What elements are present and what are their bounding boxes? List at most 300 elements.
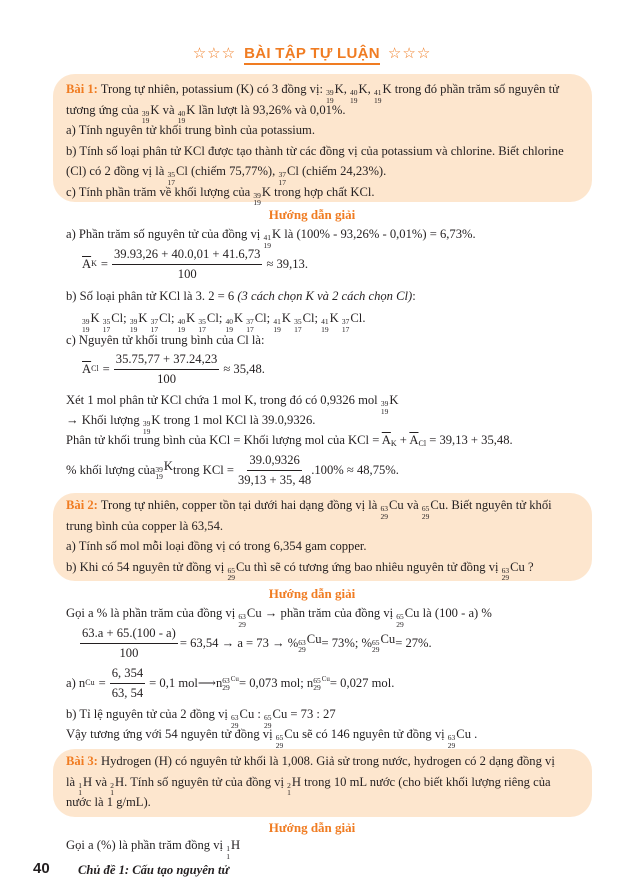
text: $\overline{A}$	[409, 433, 419, 447]
exercise-label: Bài 3:	[66, 754, 98, 768]
isotope-k39	[326, 83, 344, 104]
text: = 73 : 27	[287, 707, 336, 721]
mass-number: 63	[222, 675, 230, 685]
element-symbol: Cu	[306, 631, 322, 646]
mass-number: 41	[373, 88, 382, 97]
element-symbol: K	[389, 393, 399, 407]
element-symbol: Cl	[206, 311, 219, 325]
isotope-cu65	[313, 676, 330, 692]
result: ≈ 35,48.	[223, 362, 265, 376]
isotope-cl35	[167, 165, 187, 186]
element-symbol: Cu	[404, 606, 420, 620]
mass-number: 65	[264, 713, 272, 722]
isotope-cl37	[246, 312, 266, 333]
isotope-numbers	[326, 89, 334, 104]
element-symbol: Cl	[350, 311, 363, 325]
solution-line	[66, 725, 478, 750]
question-c: c) Tính phần trăm về khối lượng của	[66, 184, 254, 199]
isotope-numbers	[342, 318, 350, 333]
denominator: 39,13 + 35, 48	[237, 472, 312, 487]
mass-number: 1	[226, 844, 230, 853]
element-symbol: H	[230, 838, 241, 852]
element-symbol: K	[358, 82, 368, 96]
isotope-cl35	[198, 312, 218, 333]
mass-number: 39	[326, 88, 334, 97]
numerator: 39.0,9326	[247, 452, 301, 471]
atomic-number: 19	[373, 95, 382, 105]
formula-acl	[82, 350, 265, 388]
text: Trong tự nhiên, potassium (K) có 3 đồng vị:	[97, 82, 327, 96]
mass-number: 35	[294, 317, 302, 326]
isotope-numbers	[222, 677, 230, 692]
atomic-number: 17	[150, 324, 159, 334]
text: b) Tỉ lệ nguyên tử của 2 đồng vị	[66, 707, 232, 721]
isotope-k40	[178, 104, 196, 125]
element-symbol: K	[261, 184, 272, 199]
equals: =	[100, 257, 108, 271]
mass-number: 39	[142, 419, 151, 428]
solution-line	[66, 836, 241, 861]
text: Hydrogen (H) có nguyên tử khối là 1,008. Giả sử trong nước, hydrogen có 2 dạng đồng vị	[97, 754, 555, 768]
atomic-number: 17	[167, 177, 175, 187]
isotope-k40	[225, 312, 243, 333]
atomic-number: 29	[313, 683, 321, 692]
mass-number: 40	[350, 88, 358, 97]
numerator: 35.75,77 + 37.24,23	[114, 351, 220, 370]
result: ≈ 39,13.	[266, 257, 308, 271]
question-a: a) Tính nguyên tử khối trung bình của potassium.	[66, 123, 315, 137]
fraction	[80, 625, 178, 662]
solution-line	[66, 705, 336, 730]
atomic-number: 29	[298, 645, 306, 654]
isotope-numbers	[142, 110, 150, 125]
denominator: 100	[177, 266, 197, 281]
text: :	[254, 707, 265, 721]
element-symbol: K	[271, 227, 282, 241]
atomic-number: 19	[350, 95, 358, 105]
atomic-number: 19	[141, 116, 150, 125]
text: Trong tự nhiên, copper tồn tại dưới hai dạng đồng vị là	[97, 498, 381, 512]
text: trong KCl =	[173, 463, 234, 477]
isotope-cl35	[294, 312, 314, 333]
fraction	[238, 452, 311, 489]
isotope-cu65	[422, 499, 445, 520]
stars-right-icon: ☆☆☆	[387, 45, 432, 62]
mass-number: 65	[396, 612, 404, 621]
isotope-h2	[287, 776, 301, 797]
element-symbol: Cu	[272, 707, 288, 721]
exercise-label: Bài 2:	[66, 498, 98, 512]
atomic-number: 19	[326, 95, 334, 105]
formula-percent-mass	[66, 451, 399, 489]
text: và	[159, 102, 178, 117]
question-b: b) Tính số loại phân tử KCl được tạo thành từ các đồng vị của potassium và chlorine. Biết chlorine	[66, 143, 564, 158]
exercise-2	[66, 496, 586, 582]
isotope-k39	[142, 104, 160, 125]
text: ;	[171, 311, 175, 325]
result: .100% ≈ 48,75%.	[311, 463, 399, 477]
fraction	[112, 246, 262, 283]
isotope-numbers	[313, 677, 321, 692]
text: ;	[266, 311, 271, 325]
atomic-number: 17	[341, 324, 350, 334]
mass-number: 41	[263, 233, 271, 242]
atomic-number: 19	[82, 324, 90, 334]
mass-number: 65	[421, 504, 430, 513]
solution-line	[66, 411, 316, 436]
text: và	[92, 774, 111, 789]
atomic-number: 29	[264, 720, 272, 730]
atomic-number: 29	[238, 619, 246, 629]
text: = 0,027 mol.	[329, 676, 395, 690]
isotope-numbers	[350, 89, 358, 104]
element-symbol: K	[382, 82, 392, 96]
text: = 63,54 → a = 73 → %	[179, 636, 299, 650]
element-symbol: Cl	[111, 311, 124, 325]
text: tương ứng của	[66, 102, 142, 117]
exercise-1: Bài 1: Trong tự nhiên, potassium (K) có 3 đồng vị: 39 19 K, 40 19 K, 41 19 K trong đó phần trăm số nguyên tử tương ứng của 39 19 K và 40 19 K lần lượt là 93,26% và 0,01%. a) Tính nguyên tử khối trung bình của potassium. b) Tính số loại phân tử KCl được tạo thành từ các đồng vị của potassium và chlorine. Biết chlorine (Cl) có 2 đồng vị là 35 17 Cl (chiếm 75,77%), 37 17 Cl (chiếm 24,23%). c) Tính phần trăm về khối lượng của 39 19 K trong hợp chất KCl.	[66, 80, 586, 203]
text: .	[362, 311, 366, 325]
text: +	[396, 433, 410, 447]
text: ;	[218, 311, 223, 325]
isotope-numbers	[374, 89, 382, 104]
atomic-number: 19	[142, 426, 151, 436]
mass-number: 63	[298, 637, 306, 647]
isotope-cu65	[227, 561, 250, 582]
denominator: 100	[157, 371, 176, 386]
text: trong đó phần trăm số nguyên tử	[391, 82, 559, 96]
isotope-cu65	[276, 728, 299, 749]
text: K	[390, 439, 397, 448]
atomic-number: 1	[226, 851, 230, 861]
atomic-number: 19	[263, 240, 271, 250]
text: thì sẽ có tương ứng bao nhiêu nguyên tử đồng vị	[250, 559, 502, 574]
kcl-molecule-list	[82, 309, 366, 334]
element-symbol: Cl	[175, 164, 188, 178]
element-symbol: Cl	[254, 311, 267, 325]
element-symbol: K	[329, 311, 339, 325]
isotope-cl37	[151, 312, 171, 333]
text: Xét 1 mol phân tử KCl chứa 1 mol K, trong đó có 0,9326 mol	[66, 393, 381, 407]
text: Vậy tương ứng với 54 nguyên tử đồng vị	[66, 727, 276, 741]
isotope-k39	[155, 460, 173, 481]
text: a) n	[66, 676, 86, 690]
element-symbol: K	[233, 311, 244, 325]
text: b) Số loại phân tử KCl là 3. 2 = 6	[66, 289, 238, 303]
element-symbol: K	[90, 311, 100, 325]
text: Gọi a % là phần trăm của đồng vị	[66, 606, 239, 620]
element-symbol: Cu	[430, 498, 446, 512]
isotope-numbers	[381, 505, 389, 520]
stars-left-icon: ☆☆☆	[192, 45, 237, 62]
element-symbol: H	[83, 774, 93, 789]
element-symbol: K	[334, 82, 344, 96]
a-bar: $\overline{A}$	[82, 362, 92, 376]
solution-1a	[66, 225, 476, 250]
atomic-number: 19	[177, 324, 186, 334]
element-symbol: K	[151, 413, 161, 427]
text: ;	[123, 311, 127, 325]
numerator: 63.a + 65.(100 - a)	[80, 625, 178, 644]
element-symbol: K	[281, 311, 291, 325]
atomic-number: 17	[278, 177, 286, 187]
isotope-numbers	[155, 466, 163, 481]
element-symbol: Cu	[230, 674, 239, 683]
mass-number: 39	[141, 108, 150, 118]
isotope-cl37	[342, 312, 362, 333]
element-symbol: Cu	[456, 727, 471, 741]
atomic-number: 1	[78, 788, 82, 797]
mass-number: 37	[278, 170, 286, 179]
atomic-number: 17	[246, 324, 254, 334]
isotope-numbers	[422, 505, 430, 520]
isotope-cu63	[222, 676, 239, 692]
text: là	[66, 774, 79, 789]
solution-heading: Hướng dẫn giải	[268, 820, 356, 835]
mass-number: 65	[275, 733, 284, 742]
text: (chiếm 75,77%),	[187, 164, 279, 178]
mass-number: 1	[78, 780, 82, 790]
text: n	[215, 676, 223, 690]
mass-number: 35	[102, 317, 111, 326]
element-symbol: Cu	[321, 674, 330, 683]
subscript: Cl	[91, 364, 99, 373]
isotope-k39	[130, 312, 148, 333]
text: và	[403, 498, 422, 512]
isotope-h1	[78, 776, 92, 797]
fraction	[110, 665, 145, 702]
solution-line	[66, 604, 492, 629]
fraction	[114, 351, 220, 388]
isotope-numbers	[110, 782, 114, 797]
numerator: 39.93,26 + 40.0,01 + 41.6,73	[112, 246, 262, 265]
element-symbol: Cl	[286, 164, 299, 178]
isotope-h2	[110, 776, 124, 797]
isotope-numbers	[226, 845, 230, 860]
mass-number: 41	[273, 317, 281, 326]
atomic-number: 29	[222, 683, 230, 692]
mass-number: 65	[227, 565, 235, 575]
isotope-k39	[381, 394, 399, 415]
element-symbol: K	[138, 311, 148, 325]
element-symbol: H	[291, 774, 301, 789]
text: Cl	[418, 439, 427, 448]
mass-number: 39	[253, 190, 261, 200]
isotope-k41	[273, 312, 291, 333]
text: Cu	[85, 678, 95, 687]
element-symbol: K	[163, 458, 173, 473]
atomic-number: 17	[294, 324, 302, 334]
numerator: 6, 354	[110, 665, 145, 684]
question-b: b) Khi có 54 nguyên tử đồng vị	[66, 559, 228, 574]
element-symbol: Cl	[302, 311, 315, 325]
isotope-numbers	[276, 734, 284, 749]
atomic-number: 29	[421, 511, 430, 521]
atomic-number: 29	[231, 720, 239, 730]
mass-number: 63	[447, 733, 456, 742]
long-arrow-icon: ⟶	[197, 676, 216, 690]
element-symbol: Cl	[159, 311, 171, 325]
isotope-cu63	[298, 633, 321, 654]
solution-1b	[66, 287, 416, 305]
atomic-number: 19	[253, 198, 261, 207]
text: (Cl) có 2 đồng vị là	[66, 164, 168, 178]
text: ?	[524, 559, 534, 574]
a-bar: $\overline{A}$	[82, 257, 92, 271]
text: → Khối lượng	[66, 413, 143, 427]
note: (3 cách chọn K và 2 cách chọn Cl)	[237, 289, 413, 303]
text: . Tính số nguyên tử của đồng vị	[124, 774, 288, 789]
text: là (100% - 93,26% - 0,01%) = 6,73%.	[281, 227, 476, 241]
isotope-cu65	[372, 633, 395, 654]
text: trong hợp chất KCl.	[271, 184, 375, 199]
mass-number: 40	[225, 317, 233, 326]
isotope-k40	[178, 312, 196, 333]
isotope-k41	[321, 312, 339, 333]
element-symbol: K	[186, 311, 196, 325]
atomic-number: 19	[129, 324, 138, 334]
atomic-number: 29	[380, 511, 388, 521]
isotope-numbers	[294, 318, 302, 333]
text: = 27%.	[395, 636, 432, 650]
isotope-numbers	[227, 567, 235, 582]
isotope-cl37	[278, 165, 298, 186]
atomic-number: 1	[110, 788, 115, 797]
mass-number: 39	[82, 317, 90, 326]
atomic-number: 29	[396, 619, 404, 629]
mass-number: 63	[380, 504, 388, 513]
mass-number: 63	[231, 713, 239, 722]
formula-moles	[66, 664, 394, 702]
mass-number: 39	[155, 464, 163, 474]
mass-number: 63	[501, 565, 510, 575]
mass-number: 65	[371, 637, 380, 647]
text: nước là 1 g/mL).	[66, 795, 151, 809]
text: .	[471, 727, 478, 741]
text: là (100 - a) %	[419, 606, 492, 620]
mass-number: 39	[380, 399, 389, 408]
isotope-numbers	[298, 639, 306, 654]
formula-ak	[82, 245, 308, 283]
isotope-numbers	[178, 110, 186, 125]
isotope-numbers	[167, 171, 175, 186]
mass-number: 40	[177, 108, 186, 118]
element-symbol: K	[186, 102, 196, 117]
atomic-number: 19	[273, 324, 281, 334]
isotope-numbers	[78, 782, 82, 797]
equals: =	[102, 362, 110, 376]
text: . Biết nguyên tử khối	[445, 498, 552, 512]
text: trong 10 mL nước (cho biết khối lượng riêng của	[300, 774, 551, 789]
text: = 73%; %	[321, 636, 372, 650]
text: (chiếm 24,23%).	[298, 164, 387, 178]
page-number: 40	[33, 860, 50, 877]
atomic-number: 29	[275, 740, 284, 750]
solution-1c: c) Nguyên tử khối trung bình của Cl là:	[66, 333, 265, 347]
atomic-number: 29	[227, 573, 235, 582]
element-symbol: Cu	[380, 631, 396, 646]
isotope-cu63	[502, 561, 525, 582]
isotope-cl35	[103, 312, 123, 333]
mass-number: 35	[198, 317, 206, 326]
isotope-numbers	[321, 318, 329, 333]
text: Gọi a (%) là phần trăm đồng vị	[66, 838, 227, 852]
isotope-numbers	[273, 318, 281, 333]
text: sẽ có 146 nguyên tử đồng vị	[298, 727, 448, 741]
mass-number: 39	[129, 317, 138, 326]
formula-percent	[80, 624, 432, 662]
isotope-numbers	[372, 639, 380, 654]
text: = 0,1 mol	[149, 676, 198, 690]
atomic-number: 19	[155, 472, 163, 481]
text: ;	[314, 311, 318, 325]
text: = 0,073 mol; n	[238, 676, 314, 690]
element-symbol: Cu	[235, 559, 251, 574]
isotope-cu63	[448, 728, 471, 749]
subscript: K	[91, 259, 97, 268]
mass-number: 37	[341, 317, 350, 326]
text: trong 1 mol KCl là 39.0,9326.	[160, 413, 316, 427]
element-symbol: Cu	[284, 727, 299, 741]
solution-heading: Hướng dẫn giải	[268, 207, 356, 222]
element-symbol: Cu	[389, 498, 404, 512]
atomic-number: 17	[102, 324, 111, 334]
isotope-numbers	[381, 400, 389, 415]
mass-number: 35	[167, 170, 175, 179]
isotope-numbers	[287, 782, 291, 797]
question-a: a) Tính số mol mỗi loại đồng vị có trong 6,354 gam copper.	[66, 539, 367, 553]
text: =	[98, 676, 106, 690]
element-symbol: Cu	[246, 606, 262, 620]
text: → phần trăm của đồng vị	[261, 606, 397, 620]
atomic-number: 19	[380, 406, 389, 416]
atomic-number: 19	[321, 324, 329, 334]
isotope-numbers	[278, 171, 286, 186]
solution-line	[66, 391, 399, 416]
atomic-number: 19	[225, 324, 233, 334]
text: % khối lượng của	[66, 463, 156, 477]
chapter-title: Chủ đề 1: Cấu tạo nguyên tử	[78, 863, 230, 877]
isotope-h1	[226, 839, 240, 860]
atomic-number: 29	[501, 573, 510, 582]
text: lần lượt là 93,26% và 0,01%.	[195, 102, 346, 117]
isotope-numbers	[448, 734, 456, 749]
mass-number: 2	[287, 780, 291, 790]
exercise-label: Bài 1:	[66, 82, 98, 96]
isotope-k41	[374, 83, 392, 104]
solution-line	[66, 431, 513, 449]
text: = 39,13 + 35,48.	[426, 433, 513, 447]
isotope-numbers	[253, 192, 261, 207]
denominator: 100	[119, 645, 139, 660]
element-symbol: K	[150, 102, 160, 117]
text: trung bình của copper là 63,54.	[66, 518, 224, 533]
mass-number: 40	[177, 317, 186, 326]
section-title	[0, 44, 624, 64]
element-symbol: Cu	[239, 707, 255, 721]
atomic-number: 19	[177, 116, 186, 125]
element-symbol: Cu	[510, 559, 525, 574]
text: Phân tử khối trung bình của KCl = Khối lượng mol của KCl =	[66, 433, 382, 447]
isotope-cu63	[381, 499, 404, 520]
mass-number: 65	[313, 675, 321, 685]
isotope-k40	[350, 83, 368, 104]
isotope-numbers	[502, 567, 510, 582]
isotope-k39	[253, 186, 271, 207]
text: $\overline{A}$	[381, 433, 391, 447]
mass-number: 2	[110, 780, 115, 790]
atomic-number: 29	[371, 645, 380, 654]
